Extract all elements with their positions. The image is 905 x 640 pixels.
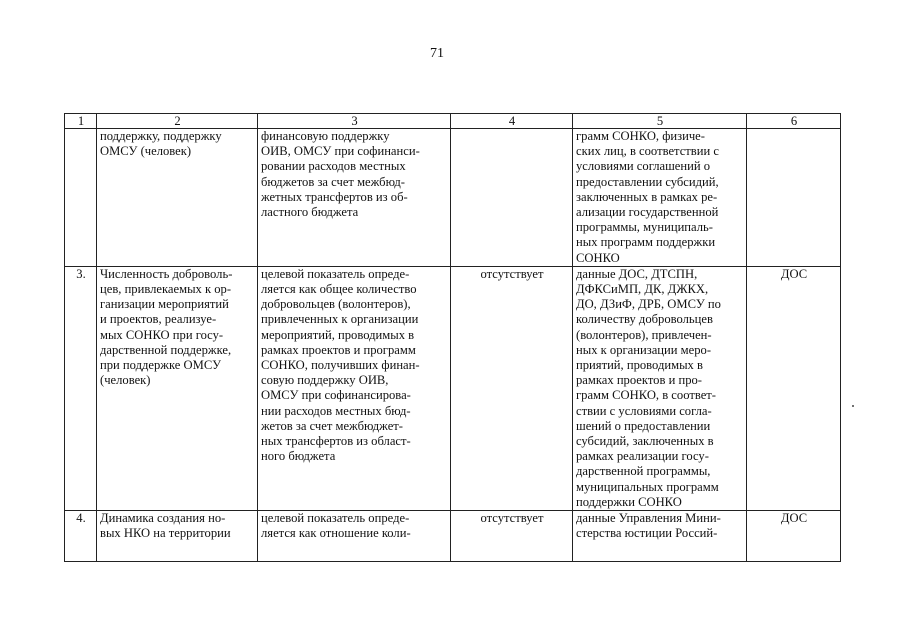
table-cell-c4 [451, 129, 573, 267]
cell-text-line: ОМСУ (человек) [100, 144, 192, 159]
table-row [65, 129, 841, 267]
cell-text-line: жетных трансфертов из об- [261, 189, 408, 204]
page-number: 71 [430, 46, 444, 61]
cell-text: ДОС [780, 511, 808, 526]
cell-text-line: финансовую поддержку [261, 129, 390, 143]
table-cell-num [65, 129, 97, 267]
cell-text-line: ствии с условиями согла- [576, 403, 712, 418]
cell-text-line: цев, привлекаемых к ор- [100, 282, 232, 297]
cell-text-line: ляется как общее количество [261, 282, 417, 297]
table-header-row [65, 114, 841, 129]
cell-text-line: программы, муниципаль- [576, 220, 713, 235]
table-cell-c3 [258, 266, 451, 510]
scan-speck [852, 405, 854, 407]
cell-text-line: предоставлении субсидий, [576, 174, 719, 189]
cell-text-line: стерства юстиции Россий- [576, 526, 718, 541]
header-col-5: 5 [573, 114, 747, 129]
cell-text-line: ДФКСиМП, ДК, ДЖКХ, [576, 282, 709, 297]
cell-text-line: приятий, проводимых в [576, 358, 703, 373]
cell-text-line: нии расходов местных бюд- [261, 403, 411, 418]
table-cell-c5 [573, 266, 747, 510]
cell-text-line: муниципальных программ [576, 479, 719, 494]
cell-text-line: вых НКО на территории [100, 526, 231, 541]
cell-text-line: ного бюджета [261, 449, 336, 464]
table-cell-c2 [97, 511, 258, 562]
cell-text-line: и проектов, реализуе- [100, 312, 217, 327]
table-cell-c5 [573, 129, 747, 267]
table-cell-num [65, 511, 97, 562]
table-cell-c2 [97, 266, 258, 510]
cell-text-line: данные ДОС, ДТСПН, [576, 266, 698, 281]
cell-text-line: мых СОНКО при госу- [100, 327, 224, 342]
table-cell-c3 [258, 129, 451, 267]
cell-text-line: мероприятий, проводимых в [261, 327, 415, 342]
cell-text-line: бюджетов за счет межбюд- [261, 174, 405, 189]
cell-text: 3. [76, 266, 86, 281]
header-col-3: 3 [258, 114, 451, 129]
cell-text-line: СОНКО [576, 250, 620, 265]
cell-text-line: ных программ поддержки [576, 235, 716, 250]
cell-text: ДОС [780, 266, 808, 281]
cell-text-line: ластного бюджета [261, 205, 359, 220]
cell-text: отсутствует [480, 266, 544, 281]
cell-text-line: ляется как отношение коли- [261, 526, 411, 541]
cell-text-line: данные Управления Мини- [576, 511, 721, 526]
cell-text-line: субсидий, заключенных в [576, 434, 714, 449]
cell-text-line: Численность доброволь- [100, 266, 233, 281]
cell-text-line: (волонтеров), привлечен- [576, 327, 712, 342]
cell-text-line: грамм СОНКО, физиче- [576, 129, 705, 143]
header-col-1: 1 [65, 114, 97, 129]
header-col-6: 6 [747, 114, 841, 129]
cell-text-line: ных к организации меро- [576, 342, 712, 357]
cell-text-line: рамках проектов и программ [261, 342, 416, 357]
cell-text-line: ганизации мероприятий [100, 297, 229, 312]
table-cell-c6 [747, 511, 841, 562]
cell-text-line: дарственной поддержке, [100, 342, 232, 357]
header-col-2: 2 [97, 114, 258, 129]
header-col-4: 4 [451, 114, 573, 129]
cell-text-line: Динамика создания но- [100, 511, 226, 526]
cell-text-line: ОМСУ при софинансирова- [261, 388, 411, 403]
cell-text: 4. [76, 511, 86, 526]
cell-text-line: заключенных в рамках ре- [576, 189, 718, 204]
cell-text-line: ализации государственной [576, 205, 719, 220]
table-row [65, 511, 841, 562]
table-cell-c4 [451, 511, 573, 562]
cell-text-line: количеству добровольцев [576, 312, 713, 327]
table-cell-c3 [258, 511, 451, 562]
cell-text-line: целевой показатель опреде- [261, 511, 410, 526]
cell-text-line: добровольцев (волонтеров), [261, 297, 411, 312]
cell-text-line: (человек) [100, 373, 151, 388]
cell-text-line: дарственной программы, [576, 464, 711, 479]
cell-text-line: ных трансфертов из област- [261, 434, 411, 449]
cell-text-line: жетов за счет межбюджет- [261, 418, 403, 433]
table-cell-num [65, 266, 97, 510]
document-table [64, 113, 841, 562]
cell-text-line: привлеченных к организации [261, 312, 419, 327]
table-cell-c6 [747, 129, 841, 267]
table-row [65, 266, 841, 510]
cell-text-line: условиями соглашений о [576, 159, 711, 174]
table-cell-c5 [573, 511, 747, 562]
cell-text-line: целевой показатель опреде- [261, 266, 410, 281]
cell-text-line: поддержки СОНКО [576, 494, 682, 509]
cell-text-line: рамках реализации госу- [576, 449, 709, 464]
table-cell-c4 [451, 266, 573, 510]
cell-text-line: совую поддержку ОИВ, [261, 373, 389, 388]
cell-text-line: шений о предоставлении [576, 418, 711, 433]
cell-text-line: ровании расходов местных [261, 159, 406, 174]
table-cell-c2 [97, 129, 258, 267]
cell-text: отсутствует [480, 511, 544, 526]
cell-text-line: ДО, ДЗиФ, ДРБ, ОМСУ по [576, 297, 721, 312]
cell-text-line: СОНКО, получивших финан- [261, 358, 420, 373]
cell-text-line: ских лиц, в соответствии с [576, 144, 719, 159]
cell-text-line: при поддержке ОМСУ [100, 358, 221, 373]
cell-text-line: грамм СОНКО, в соответ- [576, 388, 716, 403]
cell-text-line: ОИВ, ОМСУ при софинанси- [261, 144, 420, 159]
table-cell-c6 [747, 266, 841, 510]
cell-text-line: рамках проектов и про- [576, 373, 702, 388]
cell-text-line: поддержку, поддержку [100, 129, 222, 143]
